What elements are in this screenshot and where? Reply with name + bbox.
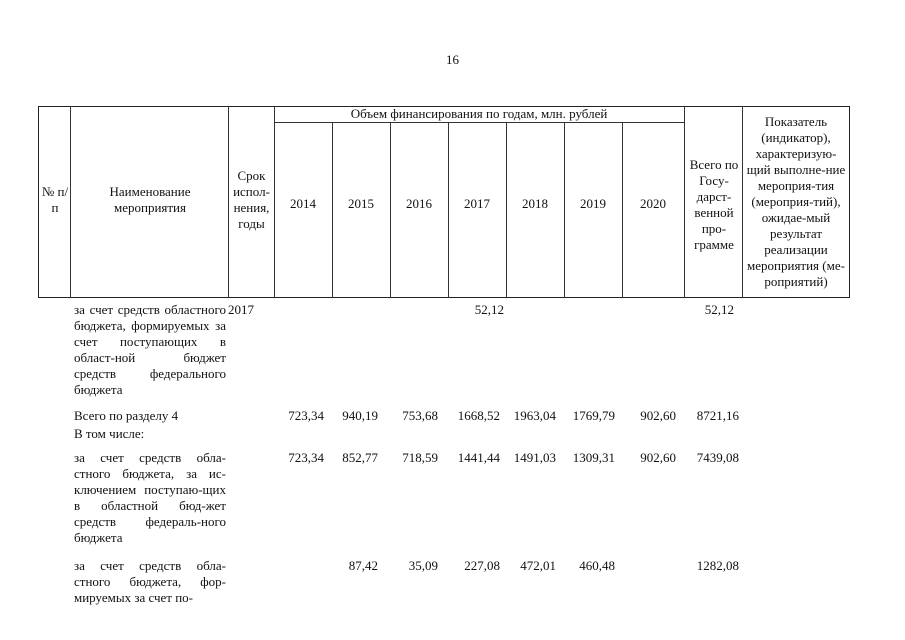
row-value: 87,42 bbox=[348, 558, 378, 573]
row-value: 718,59 bbox=[402, 450, 438, 465]
header-col-total: Всего по Госу-дарст-венной про-грамме bbox=[689, 157, 739, 252]
row-value: 902,60 bbox=[640, 408, 676, 423]
row-value: 460,48 bbox=[579, 558, 615, 573]
row-value-2017: 52,12 bbox=[474, 302, 504, 317]
row-name: В том числе: bbox=[74, 426, 145, 441]
row-value: 1491,03 bbox=[513, 450, 556, 465]
header-year: 2015 bbox=[348, 196, 374, 211]
header-year: 2014 bbox=[290, 196, 316, 211]
header-year: 2020 bbox=[640, 196, 666, 211]
row-value: 902,60 bbox=[640, 450, 676, 465]
row-total: 1282,08 bbox=[696, 558, 739, 573]
row-value: 1309,31 bbox=[572, 450, 615, 465]
col-divider bbox=[70, 106, 71, 298]
row-value: 723,34 bbox=[288, 450, 324, 465]
row-value: 472,01 bbox=[520, 558, 556, 573]
row-name: за счет средств обла-стного бюджета, фор-мируемых за счет по- bbox=[74, 558, 226, 605]
row-name: Всего по разделу 4 bbox=[74, 408, 179, 423]
row-value: 227,08 bbox=[464, 558, 500, 573]
row-value: 1963,04 bbox=[513, 408, 556, 423]
header-col-indicator: Показатель (индикатор), характеризую-щий выполне-ние мероприя-тия (мероприя-тий), ожидае-мый результат реализации мероприятия (ме-роприятий) bbox=[746, 114, 846, 289]
row-value: 1668,52 bbox=[457, 408, 500, 423]
page-number: 16 bbox=[446, 52, 459, 67]
row-name: за счет средств областного бюджета, формируемых за счет поступающих в област-ной бюджет средств федерального бюджета bbox=[74, 302, 226, 397]
header-year: 2018 bbox=[522, 196, 548, 211]
row-total: 7439,08 bbox=[696, 450, 739, 465]
row-value: 35,09 bbox=[408, 558, 438, 573]
row-term: 2017 bbox=[228, 302, 254, 317]
row-name: за счет средств обла-стного бюджета, за ис-ключением поступаю-щих в областной бюд-жет средств федераль-ного бюджета bbox=[74, 450, 226, 545]
header-year: 2019 bbox=[580, 196, 606, 211]
header-year: 2017 bbox=[464, 196, 490, 211]
row-value: 1769,79 bbox=[572, 408, 615, 423]
row-value: 723,34 bbox=[288, 408, 324, 423]
header-col-term: Срок испол-нения, годы bbox=[233, 168, 270, 231]
row-value: 940,19 bbox=[342, 408, 378, 423]
header-year: 2016 bbox=[406, 196, 432, 211]
row-value: 852,77 bbox=[342, 450, 378, 465]
col-divider bbox=[684, 106, 685, 298]
row-total: 8721,16 bbox=[696, 408, 739, 423]
header-col-name: Наименование мероприятия bbox=[109, 184, 191, 215]
header-col-no: № п/п bbox=[41, 184, 69, 215]
row-total: 52,12 bbox=[704, 302, 734, 317]
row-value: 1441,44 bbox=[457, 450, 500, 465]
col-divider bbox=[742, 106, 743, 298]
row-value: 753,68 bbox=[402, 408, 438, 423]
header-funding-group: Объем финансирования по годам, млн. рублей bbox=[350, 106, 608, 121]
